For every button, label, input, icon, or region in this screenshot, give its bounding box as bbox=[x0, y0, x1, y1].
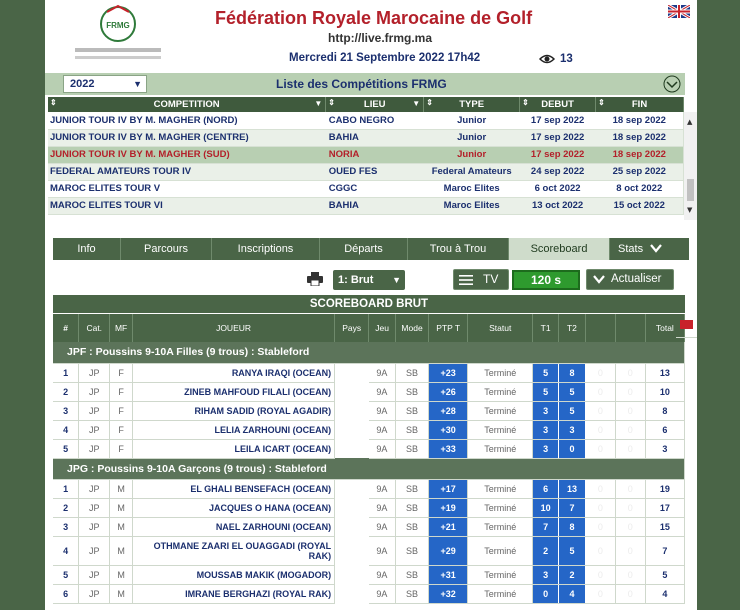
jeu: 9A bbox=[369, 565, 396, 584]
empty-score: 0 bbox=[615, 517, 645, 536]
player-name: RIHAM SADID (ROYAL AGADIR) bbox=[132, 401, 334, 420]
competition-row[interactable] bbox=[48, 129, 684, 146]
mode: SB bbox=[396, 382, 429, 401]
t2-score: 8 bbox=[559, 363, 586, 382]
t1-score: 0 bbox=[533, 584, 559, 603]
rank: 1 bbox=[53, 363, 79, 382]
col-total: Total bbox=[645, 314, 684, 342]
col-empty-2 bbox=[615, 314, 645, 342]
group-header bbox=[53, 342, 685, 363]
empty-score: 0 bbox=[585, 420, 615, 439]
status: Terminé bbox=[468, 363, 533, 382]
gender: F bbox=[110, 363, 133, 382]
player-row[interactable] bbox=[53, 498, 685, 517]
empty-score: 0 bbox=[615, 363, 645, 382]
status: Terminé bbox=[468, 420, 533, 439]
competition-row[interactable] bbox=[48, 163, 684, 180]
competition-type: Junior bbox=[424, 129, 520, 146]
player-row[interactable] bbox=[53, 363, 685, 382]
competition-lieu: CGGC bbox=[326, 180, 424, 197]
total-score: 7 bbox=[645, 536, 684, 565]
empty-score: 0 bbox=[585, 517, 615, 536]
col-cat: Cat. bbox=[79, 314, 110, 342]
jeu: 9A bbox=[369, 363, 396, 382]
ptp-score: +30 bbox=[429, 420, 468, 439]
ptp-score: +26 bbox=[429, 382, 468, 401]
competition-type: Federal Amateurs bbox=[424, 163, 520, 180]
jeu: 9A bbox=[369, 439, 396, 458]
rank: 5 bbox=[53, 439, 79, 458]
empty-score: 0 bbox=[615, 498, 645, 517]
player-name: IMRANE BERGHAZI (ROYAL RAK) bbox=[132, 584, 334, 603]
t1-score: 2 bbox=[533, 536, 559, 565]
category: JP bbox=[79, 498, 110, 517]
empty-score: 0 bbox=[585, 382, 615, 401]
competitions-title: Liste des Compétitions FRMG bbox=[276, 77, 447, 91]
empty-score: 0 bbox=[585, 439, 615, 458]
gender: M bbox=[110, 498, 133, 517]
column-header-lieu[interactable]: ⇕ LIEU ▼ bbox=[326, 97, 424, 112]
mode: SB bbox=[396, 498, 429, 517]
competition-bar bbox=[45, 73, 685, 95]
jeu: 9A bbox=[369, 517, 396, 536]
competition-name: MAROC ELITES TOUR VI bbox=[48, 197, 326, 214]
t1-score: 3 bbox=[533, 439, 559, 458]
competition-lieu: NORIA bbox=[326, 146, 424, 163]
competition-scrollbar[interactable] bbox=[684, 112, 697, 220]
gender: F bbox=[110, 420, 133, 439]
col-ptp: PTP T bbox=[429, 314, 468, 342]
country-flag bbox=[676, 319, 697, 338]
rank: 4 bbox=[53, 420, 79, 439]
year-select[interactable]: 2022 ▼ bbox=[63, 75, 147, 93]
ptp-score: +19 bbox=[429, 498, 468, 517]
player-name: MOUSSAB MAKIK (MOGADOR) bbox=[132, 565, 334, 584]
refresh-timer: 120 s bbox=[512, 270, 580, 290]
empty-score: 0 bbox=[615, 382, 645, 401]
competition-name: MAROC ELITES TOUR V bbox=[48, 180, 326, 197]
empty-score: 0 bbox=[615, 439, 645, 458]
total-score: 5 bbox=[645, 565, 684, 584]
t1-score: 10 bbox=[533, 498, 559, 517]
competition-debut: 17 sep 2022 bbox=[520, 146, 596, 163]
col-status: Statut bbox=[468, 314, 533, 342]
jeu: 9A bbox=[369, 479, 396, 498]
tab-bar bbox=[53, 238, 689, 260]
col-player: JOUEUR bbox=[132, 314, 334, 342]
rank: 3 bbox=[53, 401, 79, 420]
jeu: 9A bbox=[369, 584, 396, 603]
t1-score: 5 bbox=[533, 363, 559, 382]
jeu: 9A bbox=[369, 498, 396, 517]
total-score: 17 bbox=[645, 498, 684, 517]
gender: F bbox=[110, 382, 133, 401]
tab-trou-a-trou[interactable]: Trou à Trou bbox=[408, 238, 509, 260]
player-row[interactable] bbox=[53, 536, 685, 565]
ptp-score: +29 bbox=[429, 536, 468, 565]
ptp-score: +21 bbox=[429, 517, 468, 536]
col-mf: MF bbox=[110, 314, 133, 342]
chevron-down-icon bbox=[593, 274, 605, 284]
competition-fin: 25 sep 2022 bbox=[596, 163, 684, 180]
header bbox=[45, 0, 697, 70]
col-empty-1 bbox=[585, 314, 615, 342]
empty-score: 0 bbox=[615, 479, 645, 498]
empty-score: 0 bbox=[585, 536, 615, 565]
scroll-up-icon[interactable]: ▲ bbox=[687, 118, 693, 126]
player-row[interactable] bbox=[53, 382, 685, 401]
column-header-type[interactable]: ⇕ TYPE bbox=[424, 97, 520, 112]
round-select[interactable]: 1: Brut ▼ bbox=[333, 270, 405, 290]
rank: 1 bbox=[53, 479, 79, 498]
competition-lieu: BAHIA bbox=[326, 197, 424, 214]
player-name: LELIA ZARHOUNI (OCEAN) bbox=[132, 420, 334, 439]
category: JP bbox=[79, 584, 110, 603]
competition-row[interactable] bbox=[48, 146, 684, 163]
empty-score: 0 bbox=[585, 479, 615, 498]
t2-score: 5 bbox=[559, 401, 586, 420]
status: Terminé bbox=[468, 517, 533, 536]
ptp-score: +31 bbox=[429, 565, 468, 584]
rank: 3 bbox=[53, 517, 79, 536]
competition-fin: 18 sep 2022 bbox=[596, 112, 684, 129]
t1-score: 3 bbox=[533, 565, 559, 584]
t2-score: 2 bbox=[559, 565, 586, 584]
t1-score: 6 bbox=[533, 479, 559, 498]
empty-score: 0 bbox=[615, 401, 645, 420]
column-header-competition[interactable]: ⇕ COMPETITION ▼ bbox=[48, 97, 326, 112]
player-row[interactable] bbox=[53, 584, 685, 603]
col-country: Pays bbox=[335, 314, 369, 342]
competition-fin: 8 oct 2022 bbox=[596, 180, 684, 197]
jeu: 9A bbox=[369, 401, 396, 420]
column-header-fin[interactable]: ⇕ FIN bbox=[596, 97, 684, 112]
current-date: Mercredi 21 Septembre 2022 17h42 bbox=[289, 52, 481, 64]
competition-type: Junior bbox=[424, 112, 520, 129]
competition-table bbox=[48, 97, 684, 215]
chevron-down-icon: ▼ bbox=[392, 275, 401, 285]
mode: SB bbox=[396, 401, 429, 420]
total-score: 8 bbox=[645, 401, 684, 420]
mode: SB bbox=[396, 439, 429, 458]
scroll-thumb[interactable] bbox=[687, 179, 694, 201]
total-score: 15 bbox=[645, 517, 684, 536]
rank: 4 bbox=[53, 536, 79, 565]
eye-icon bbox=[539, 53, 555, 65]
refresh-button[interactable]: Actualiser bbox=[586, 269, 674, 290]
t1-score: 7 bbox=[533, 517, 559, 536]
total-score: 19 bbox=[645, 479, 684, 498]
col-mode: Mode bbox=[396, 314, 429, 342]
gender: M bbox=[110, 565, 133, 584]
competition-type: Maroc Elites bbox=[424, 180, 520, 197]
competition-debut: 17 sep 2022 bbox=[520, 112, 596, 129]
rank: 2 bbox=[53, 382, 79, 401]
category: JP bbox=[79, 420, 110, 439]
t1-score: 3 bbox=[533, 401, 559, 420]
competition-fin: 15 oct 2022 bbox=[596, 197, 684, 214]
rank: 2 bbox=[53, 498, 79, 517]
competition-type: Maroc Elites bbox=[424, 197, 520, 214]
viewer-count: 13 bbox=[560, 53, 573, 65]
category: JP bbox=[79, 439, 110, 458]
status: Terminé bbox=[468, 439, 533, 458]
status: Terminé bbox=[468, 401, 533, 420]
empty-score: 0 bbox=[615, 565, 645, 584]
ptp-score: +17 bbox=[429, 479, 468, 498]
competition-name: JUNIOR TOUR IV BY M. MAGHER (SUD) bbox=[48, 146, 326, 163]
empty-score: 0 bbox=[585, 363, 615, 382]
federation-title: Fédération Royale Marocaine de Golf bbox=[215, 8, 533, 28]
tab-inscriptions[interactable]: Inscriptions bbox=[212, 238, 320, 260]
category: JP bbox=[79, 536, 110, 565]
t2-score: 7 bbox=[559, 498, 586, 517]
player-name: EL GHALI BENSEFACH (OCEAN) bbox=[132, 479, 334, 498]
tab-info[interactable]: Info bbox=[53, 238, 121, 260]
mode: SB bbox=[396, 479, 429, 498]
scoreboard-title: SCOREBOARD BRUT bbox=[53, 295, 685, 313]
site-url[interactable]: http://live.frmg.ma bbox=[328, 31, 433, 45]
status: Terminé bbox=[468, 584, 533, 603]
t2-score: 4 bbox=[559, 584, 586, 603]
gender: M bbox=[110, 584, 133, 603]
rank: 5 bbox=[53, 565, 79, 584]
competition-name: JUNIOR TOUR IV BY M. MAGHER (CENTRE) bbox=[48, 129, 326, 146]
tab-scoreboard[interactable]: Scoreboard bbox=[509, 238, 610, 260]
competition-row[interactable] bbox=[48, 197, 684, 214]
ptp-score: +32 bbox=[429, 584, 468, 603]
player-name: RANYA IRAQI (OCEAN) bbox=[132, 363, 334, 382]
category: JP bbox=[79, 401, 110, 420]
competition-type: Junior bbox=[424, 146, 520, 163]
total-score: 13 bbox=[645, 363, 684, 382]
status: Terminé bbox=[468, 382, 533, 401]
group-title: JPF : Poussins 9-10A Filles (9 trous) : Stableford bbox=[53, 342, 685, 363]
print-icon[interactable] bbox=[307, 272, 323, 286]
column-header-debut[interactable]: ⇕ DEBUT bbox=[520, 97, 596, 112]
ptp-score: +33 bbox=[429, 439, 468, 458]
tab-parcours[interactable]: Parcours bbox=[121, 238, 212, 260]
t1-score: 3 bbox=[533, 420, 559, 439]
t2-score: 8 bbox=[559, 517, 586, 536]
player-row[interactable] bbox=[53, 479, 685, 498]
category: JP bbox=[79, 479, 110, 498]
tab-departs[interactable]: Départs bbox=[320, 238, 408, 260]
total-score: 4 bbox=[645, 584, 684, 603]
competition-row[interactable] bbox=[48, 180, 684, 197]
mode: SB bbox=[396, 517, 429, 536]
gender: M bbox=[110, 479, 133, 498]
category: JP bbox=[79, 517, 110, 536]
chevron-down-icon: ▼ bbox=[133, 79, 142, 89]
mode: SB bbox=[396, 536, 429, 565]
player-name: JACQUES O HANA (OCEAN) bbox=[132, 498, 334, 517]
t2-score: 0 bbox=[559, 439, 586, 458]
status: Terminé bbox=[468, 565, 533, 584]
mode: SB bbox=[396, 420, 429, 439]
competition-fin: 18 sep 2022 bbox=[596, 146, 684, 163]
group-title: JPG : Poussins 9-10A Garçons (9 trous) : Stableford bbox=[53, 458, 685, 479]
jeu: 9A bbox=[369, 382, 396, 401]
jeu: 9A bbox=[369, 536, 396, 565]
app-frame bbox=[45, 0, 697, 610]
scroll-down-icon[interactable]: ▼ bbox=[687, 206, 693, 214]
player-name: ZINEB MAHFOUD FILALI (OCEAN) bbox=[132, 382, 334, 401]
competition-lieu: BAHIA bbox=[326, 129, 424, 146]
menu-icon bbox=[459, 275, 473, 285]
col-jeu: Jeu bbox=[369, 314, 396, 342]
empty-score: 0 bbox=[585, 498, 615, 517]
mode: SB bbox=[396, 565, 429, 584]
competition-row[interactable] bbox=[48, 112, 684, 129]
category: JP bbox=[79, 382, 110, 401]
player-name: NAEL ZARHOUNI (OCEAN) bbox=[132, 517, 334, 536]
mode: SB bbox=[396, 363, 429, 382]
chevron-down-icon bbox=[650, 244, 662, 253]
morocco-flag-icon bbox=[680, 320, 693, 329]
mode: SB bbox=[396, 584, 429, 603]
gender: M bbox=[110, 536, 133, 565]
competition-debut: 13 oct 2022 bbox=[520, 197, 596, 214]
tv-button[interactable]: TV bbox=[453, 269, 509, 290]
empty-score: 0 bbox=[585, 565, 615, 584]
empty-score: 0 bbox=[615, 584, 645, 603]
col-t2: T2 bbox=[559, 314, 586, 342]
player-row[interactable] bbox=[53, 517, 685, 536]
empty-score: 0 bbox=[585, 584, 615, 603]
gender: M bbox=[110, 517, 133, 536]
scoreboard-toolbar bbox=[45, 268, 697, 292]
rank: 6 bbox=[53, 584, 79, 603]
t2-score: 13 bbox=[559, 479, 586, 498]
t2-score: 5 bbox=[559, 536, 586, 565]
empty-score: 0 bbox=[615, 420, 645, 439]
jeu: 9A bbox=[369, 420, 396, 439]
ptp-score: +23 bbox=[429, 363, 468, 382]
total-score: 6 bbox=[645, 420, 684, 439]
player-row[interactable] bbox=[53, 439, 685, 458]
collapse-chevron-icon[interactable] bbox=[663, 75, 681, 93]
scoreboard-table bbox=[53, 314, 685, 604]
status: Terminé bbox=[468, 479, 533, 498]
player-name: LEILA ICART (OCEAN) bbox=[132, 439, 334, 458]
ptp-score: +28 bbox=[429, 401, 468, 420]
status: Terminé bbox=[468, 498, 533, 517]
competition-name: JUNIOR TOUR IV BY M. MAGHER (NORD) bbox=[48, 112, 326, 129]
player-row[interactable] bbox=[53, 565, 685, 584]
competition-debut: 6 oct 2022 bbox=[520, 180, 596, 197]
status: Terminé bbox=[468, 536, 533, 565]
col-rank: # bbox=[53, 314, 79, 342]
tab-stats[interactable]: Stats bbox=[610, 238, 689, 260]
category: JP bbox=[79, 565, 110, 584]
total-score: 3 bbox=[645, 439, 684, 458]
category: JP bbox=[79, 363, 110, 382]
player-row[interactable] bbox=[53, 401, 685, 420]
competition-lieu: CABO NEGRO bbox=[326, 112, 424, 129]
competition-debut: 17 sep 2022 bbox=[520, 129, 596, 146]
gender: F bbox=[110, 439, 133, 458]
competition-lieu: OUED FES bbox=[326, 163, 424, 180]
player-row[interactable] bbox=[53, 420, 685, 439]
group-header bbox=[53, 458, 685, 479]
t1-score: 5 bbox=[533, 382, 559, 401]
empty-score: 0 bbox=[615, 536, 645, 565]
competition-debut: 24 sep 2022 bbox=[520, 163, 596, 180]
svg-text:FRMG: FRMG bbox=[106, 21, 130, 30]
t2-score: 3 bbox=[559, 420, 586, 439]
col-t1: T1 bbox=[533, 314, 559, 342]
competition-fin: 18 sep 2022 bbox=[596, 129, 684, 146]
player-name: OTHMANE ZAARI EL OUAGGADI (ROYAL RAK) bbox=[132, 536, 334, 565]
empty-score: 0 bbox=[585, 401, 615, 420]
competition-name: FEDERAL AMATEURS TOUR IV bbox=[48, 163, 326, 180]
uk-flag-icon[interactable] bbox=[668, 5, 690, 18]
total-score: 10 bbox=[645, 382, 684, 401]
gender: F bbox=[110, 401, 133, 420]
t2-score: 5 bbox=[559, 382, 586, 401]
frmg-logo bbox=[73, 4, 163, 66]
